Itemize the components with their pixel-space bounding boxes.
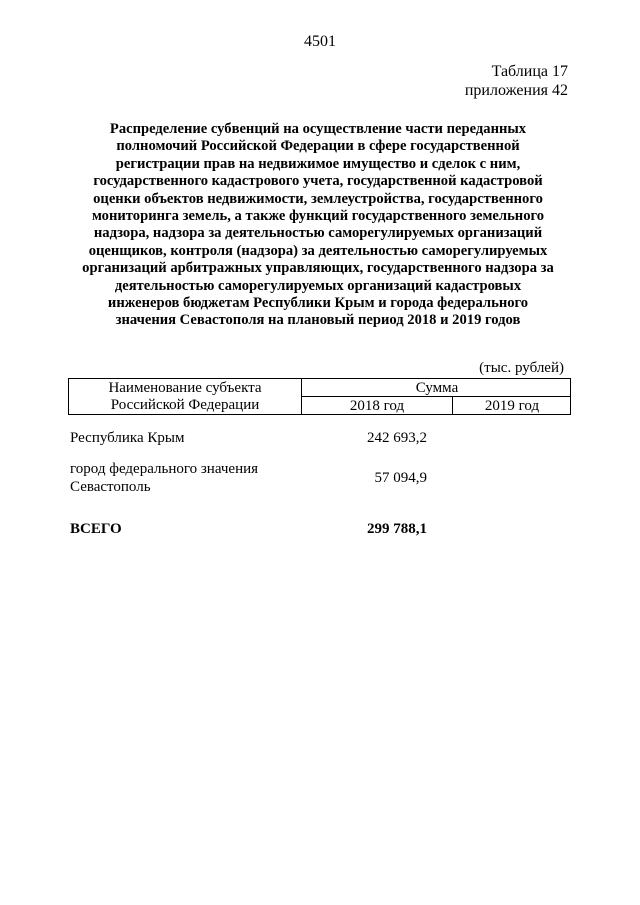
table-reference-line1: Таблица 17	[491, 63, 568, 80]
total-value-2018: 299 788,1	[367, 521, 427, 537]
header-subject-name	[69, 380, 301, 414]
title-line: регистрации прав на недвижимое имущество и сделок с ним,	[115, 155, 521, 172]
row-subject-name-line1: город федерального значения	[70, 461, 259, 477]
title-line: полномочий Российской Федерации в сфере государственной	[116, 138, 520, 155]
row-subject-name	[70, 460, 290, 496]
row-value-2018: 242 693,2	[367, 430, 427, 446]
page-number: 4501	[304, 33, 336, 50]
subvention-table	[68, 378, 571, 537]
title-line: оценки объектов недвижимости, землеустройства, государственного	[93, 190, 543, 207]
header-year-2018: 2018 год	[349, 398, 405, 414]
title-line: Распределение субвенций на осуществление части переданных	[109, 121, 527, 137]
header-subject-name-line1: Наименование субъекта	[108, 380, 262, 396]
table-header	[68, 378, 571, 415]
title-line: организаций арбитражных управляющих, государственного надзора за	[82, 260, 554, 277]
title-line: инженеров бюджетам Республики Крым и города федерального	[107, 295, 529, 312]
header-subject-name-line2: Российской Федерации	[110, 397, 260, 413]
header-sum: Сумма	[415, 380, 459, 396]
total-label: ВСЕГО	[70, 521, 122, 537]
header-year-2019: 2019 год	[484, 398, 540, 414]
row-value-2018: 57 094,9	[374, 470, 427, 486]
title-line: надзора, надзора за деятельностью саморегулируемых организаций	[93, 225, 543, 242]
title-line: деятельностью саморегулируемых организаций кадастровых	[114, 277, 522, 294]
row-subject-name-line1: Республика Крым	[70, 430, 185, 446]
table-reference	[465, 62, 568, 100]
title-line: мониторинга земель, а также функций государственного земельного	[91, 208, 545, 225]
title-line: оценщиков, контроля (надзора) за деятельностью саморегулируемых	[88, 242, 548, 259]
row-subject-name-line2: Севастополь	[70, 479, 151, 495]
unit-label: (тыс. рублей)	[479, 360, 564, 376]
table-reference-line2: приложения 42	[464, 82, 568, 99]
title-line: значения Севастополя на плановый период 2018 и 2019 годов	[115, 312, 521, 329]
title-line: государственного кадастрового учета, государственной кадастровой	[93, 173, 543, 190]
row-subject-name	[70, 429, 290, 447]
document-title	[68, 121, 568, 330]
